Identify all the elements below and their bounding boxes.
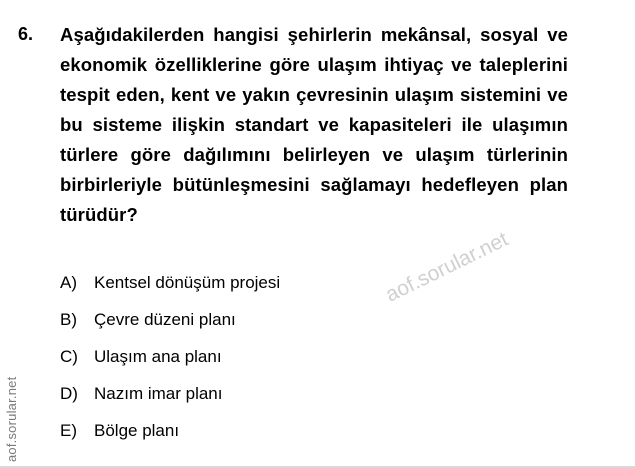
option-c[interactable] bbox=[60, 346, 580, 368]
option-e-text: Bölge planı bbox=[94, 421, 180, 440]
option-b-text: Çevre düzeni planı bbox=[94, 310, 236, 329]
side-watermark: aof.sorular.net bbox=[4, 376, 19, 462]
option-d-text: Nazım imar planı bbox=[94, 384, 223, 403]
question-text: Aşağıdakilerden hangisi şehirlerin mekânsal, sosyal ve ekonomik özelliklerine göre ulaşım ihtiyaç ve taleplerini tespit eden, kent ve yakın çevresinin ulaşım sistemini ve bu sisteme ilişkin standart ve kapasiteleri ile ulaşımın türlere göre dağılımını belirleyen ve ulaşım türlerinin birbirleriyle bütünleşmesini sağlamayı hedefleyen plan türüdür? bbox=[60, 24, 568, 225]
option-b[interactable] bbox=[60, 309, 580, 331]
option-c-text: Ulaşım ana planı bbox=[94, 347, 222, 366]
options-list bbox=[60, 272, 580, 457]
option-d-letter: D) bbox=[60, 384, 78, 403]
option-b-letter: B) bbox=[60, 310, 77, 329]
option-d[interactable] bbox=[60, 383, 580, 405]
diagonal-watermark: aof.sorular.net bbox=[382, 227, 512, 307]
question-number: 6. bbox=[18, 24, 34, 44]
option-a-text: Kentsel dönüşüm projesi bbox=[94, 273, 281, 292]
option-e-letter: E) bbox=[60, 421, 77, 440]
option-a-letter: A) bbox=[60, 273, 77, 292]
option-e[interactable] bbox=[60, 420, 580, 442]
option-a[interactable] bbox=[60, 272, 580, 294]
option-c-letter: C) bbox=[60, 347, 78, 366]
